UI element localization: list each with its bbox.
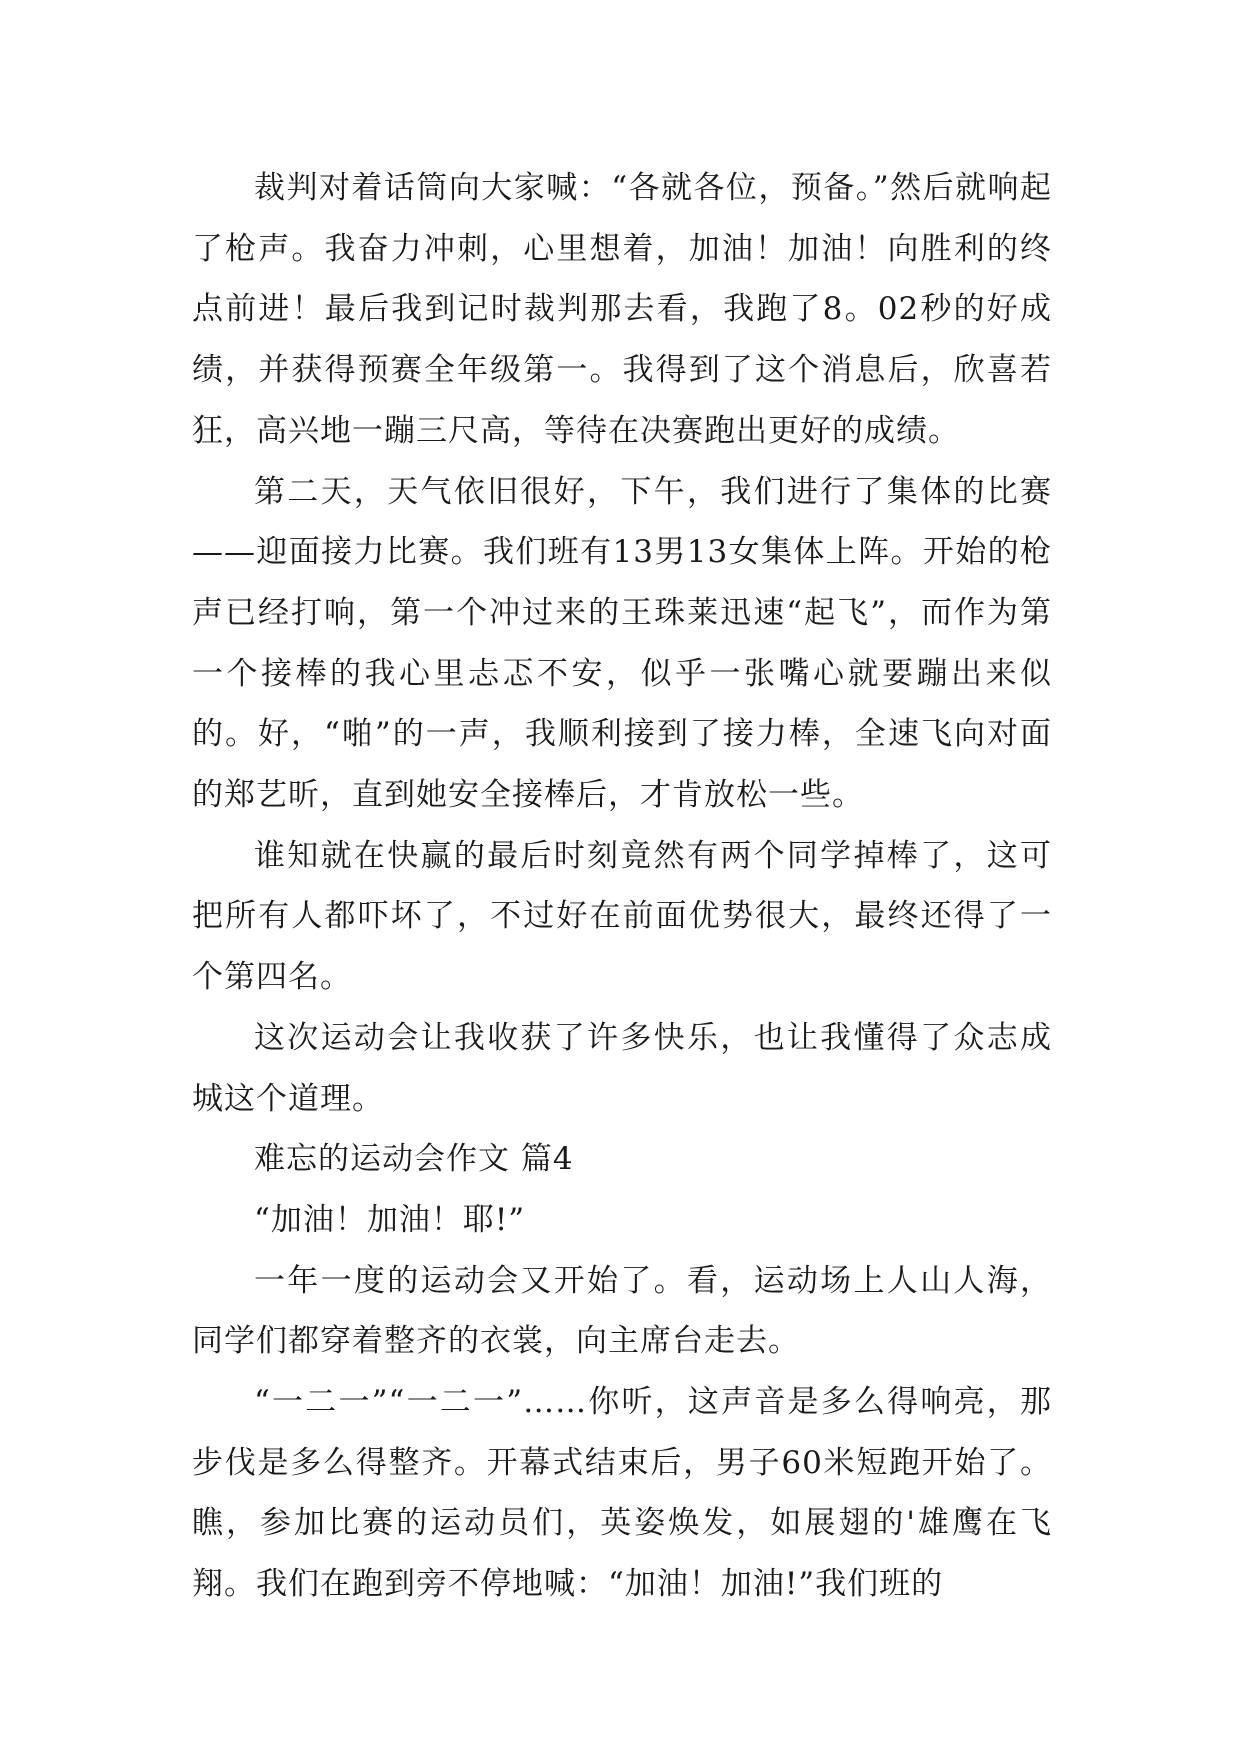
cheer-line: “加油！加油！耶!” [254,1201,526,1238]
paragraph-race-start: 裁判对着话筒向大家喊：“各就各位，预备。”然后就响起了枪声。我奋力冲刺，心里想着，加油！加油！向胜利的终点前进！最后我到记时裁判那去看，我跑了8。02秒的好成绩，并获得预赛全年级第一。我得到了这个消息后，欣喜若狂，高兴地一蹦三尺高，等待在决赛跑出更好的成绩。 [192,170,1052,449]
essay-heading: 难忘的运动会作文 篇4 [254,1141,574,1178]
paragraph-march: “一二一”“一二一”……你听，这声音是多么得响亮，那步伐是多么得整齐。开幕式结束后，男子60米短跑开始了。瞧，参加比赛的运动员们，英姿焕发，如展翅的'雄鹰在飞翔。我们在跑到旁不停地喊：“加油！加油!”我们班的 [192,1384,1052,1603]
paragraph-opening: 一年一度的运动会又开始了。看，运动场上人山人海，同学们都穿着整齐的衣裳，向主席台走去。 [192,1262,1052,1360]
paragraph-dropped-baton: 谁知就在快赢的最后时刻竟然有两个同学掉棒了，这可把所有人都吓坏了，不过好在前面优势很大，最终还得了一个第四名。 [192,837,1052,996]
document-body [192,158,1052,1615]
paragraph-relay-race: 第二天，天气依旧很好，下午，我们进行了集体的比赛——迎面接力比赛。我们班有13男13女集体上阵。开始的枪声已经打响，第一个冲过来的王珠莱迅速“起飞”，而作为第一个接棒的我心里忐忑不安，似乎一张嘴心就要蹦出来似的。好，“啪”的一声，我顺利接到了接力棒，全速飞向对面的郑艺昕，直到她安全接棒后，才肯放松一些。 [192,473,1052,814]
paragraph-conclusion: 这次运动会让我收获了许多快乐，也让我懂得了众志成城这个道理。 [192,1019,1052,1117]
